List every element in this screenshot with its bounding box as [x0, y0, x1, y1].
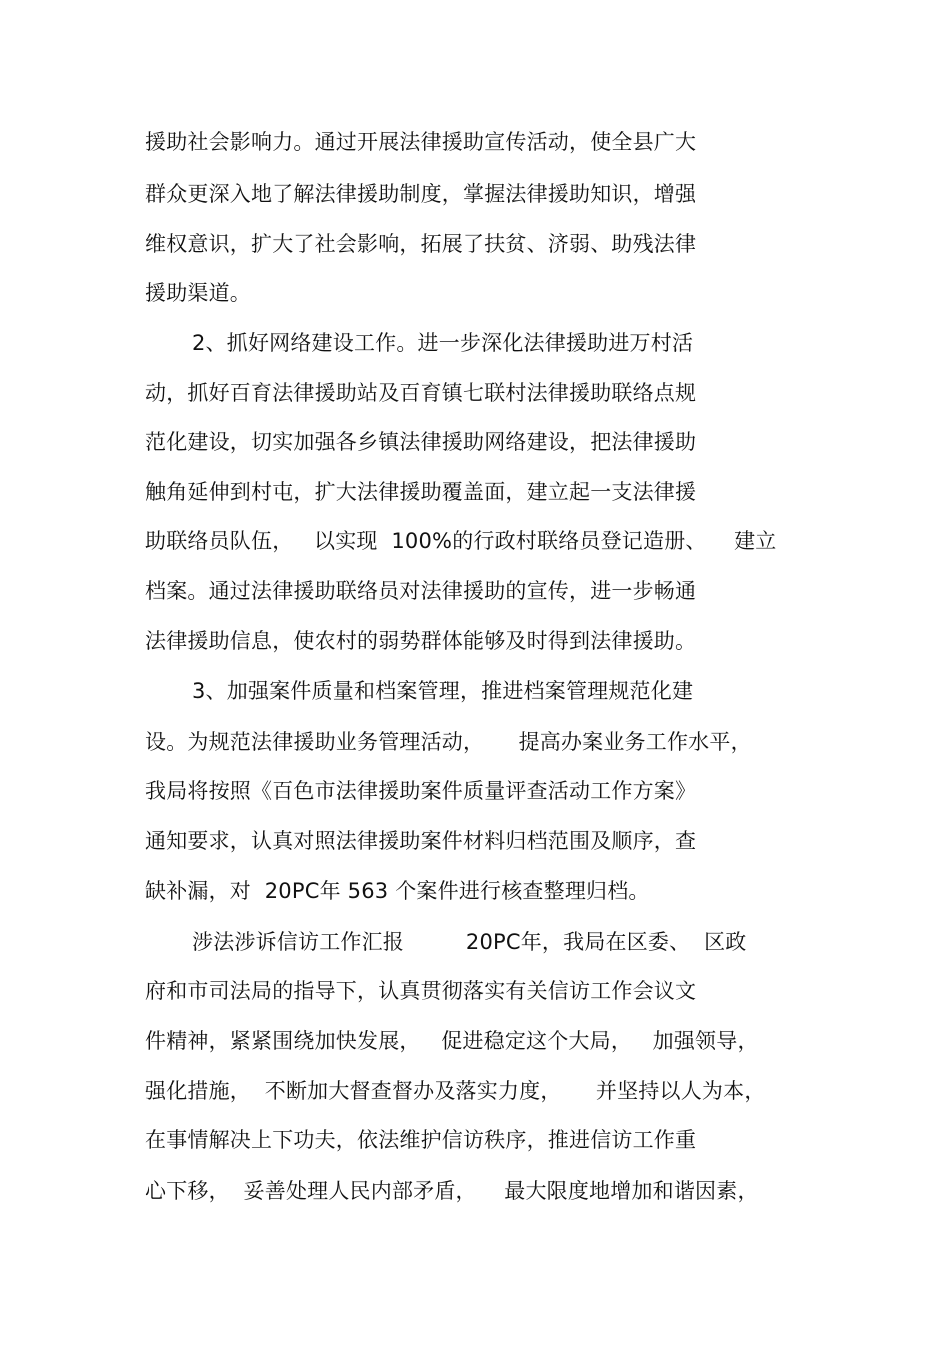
text-line: 维权意识，扩大了社会影响，拓展了扶贫、济弱、助残法律 [145, 232, 697, 256]
text-line: 我局将按照《百色市法律援助案件质量评查活动工作方案》 [145, 779, 697, 803]
text-line: 法律援助信息，使农村的弱势群体能够及时得到法律援助。 [145, 629, 697, 653]
text-line: 府和市司法局的指导下，认真贯彻落实有关信访工作会议文 [145, 979, 697, 1003]
text-line: 档案。通过法律援助联络员对法律援助的宣传，进一步畅通 [145, 579, 697, 603]
paragraph-start-line: 涉法涉诉信访工作汇报 20PC年，我局在区委、 区政 [192, 930, 747, 954]
text-line: 缺补漏，对 20PC年 563 个案件进行核查整理归档。 [145, 879, 650, 903]
text-line: 触角延伸到村屯，扩大法律援助覆盖面，建立起一支法律援 [145, 480, 697, 504]
paragraph-start-line: 2、抓好网络建设工作。进一步深化法律援助进万村活 [192, 331, 694, 355]
text-line: 在事情解决上下功夫，依法维护信访秩序，推进信访工作重 [145, 1128, 697, 1152]
text-line: 件精神，紧紧围绕加快发展， 促进稳定这个大局， 加强领导， [145, 1029, 759, 1053]
text-line: 助联络员队伍， 以实现 100%的行政村联络员登记造册、 建立 [145, 529, 777, 553]
text-line: 援助渠道。 [145, 281, 251, 305]
text-line: 通知要求，认真对照法律援助案件材料归档范围及顺序，查 [145, 829, 697, 853]
text-line: 心下移， 妥善处理人民内部矛盾， 最大限度地增加和谐因素， [145, 1179, 759, 1203]
text-line: 群众更深入地了解法律援助制度，掌握法律援助知识，增强 [145, 182, 697, 206]
text-line: 动，抓好百育法律援助站及百育镇七联村法律援助联络点规 [145, 381, 697, 405]
text-line: 援助社会影响力。通过开展法律援助宣传活动，使全县广大 [145, 130, 697, 154]
paragraph-start-line: 3、加强案件质量和档案管理，推进档案管理规范化建 [192, 679, 694, 703]
text-line: 设。为规范法律援助业务管理活动， 提高办案业务工作水平， [145, 730, 752, 754]
text-line: 范化建设，切实加强各乡镇法律援助网络建设，把法律援助 [145, 430, 697, 454]
text-line: 强化措施， 不断加大督查督办及落实力度， 并坚持以人为本， [145, 1079, 766, 1103]
